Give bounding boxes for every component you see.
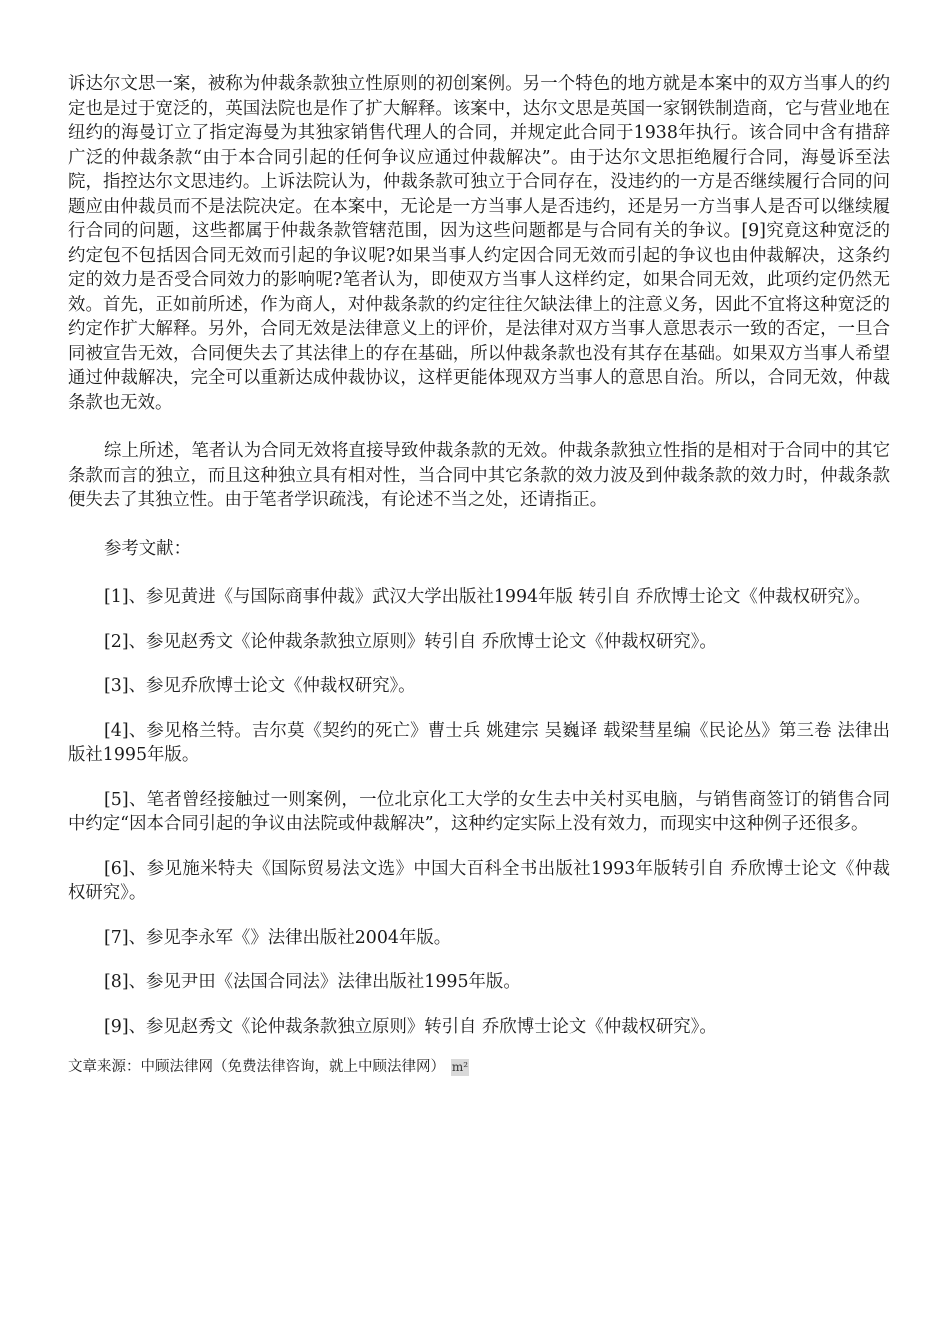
- reference-list: [68, 585, 890, 1039]
- body-paragraph-2: 综上所述，笔者认为合同无效将直接导致仲裁条款的无效。仲裁条款独立性指的是相对于合同中的其它条款而言的独立，而且这种独立具有相对性，当合同中其它条款的效力波及到仲裁条款的效力时，仲裁条款便失去了其独立性。由于笔者学识疏浅，有论述不当之处，还请指正。: [68, 441, 890, 510]
- references-heading: 参考文献：: [104, 538, 191, 559]
- reference-item-8: [8]、参见尹田《法国合同法》法律出版社1995年版。: [104, 972, 521, 992]
- article-source: [68, 1057, 890, 1077]
- reference-item-7: [7]、参见李永军《》法律出版社2004年版。: [104, 927, 452, 948]
- square-mark-icon: m²: [451, 1059, 469, 1074]
- reference-item-5: [5]、笔者曾经接触过一则案例，一位北京化工大学的女生去中关村买电脑，与销售商签订的销售合同中约定“因本合同引起的争议由法院或仲裁解决”，这种约定实际上没有效力，而现实中这种例子还很多。: [68, 789, 890, 834]
- reference-item-1: [1]、参见黄进《与国际商事仲裁》武汉大学出版社1994年版 转引自 乔欣博士论文《仲裁权研究》。: [104, 587, 871, 607]
- body-paragraph-1: 诉达尔文思一案，被称为仲裁条款独立性原则的初创案例。另一个特色的地方就是本案中的双方当事人的约定也是过于宽泛的，英国法院也是作了扩大解释。该案中，达尔文思是英国一家钢铁制造商，它与营业地在纽约的海曼订立了指定海曼为其独家销售代理人的合同，并规定此合同于1938年执行。该合同中含有措辞广泛的仲裁条款“由于本合同引起的任何争议应通过仲裁解决”。由于达尔文思拒绝履行合同，海曼诉至法院，指控达尔文思违约。上诉法院认为，仲裁条款可独立于合同存在，没违约的一方是否继续履行合同的问题应由仲裁员而不是法院决定。在本案中，无论是一方当事人是否违约，还是另一方当事人是否可以继续履行合同的问题，这些都属于仲裁条款管辖范围，因为这些问题都是与合同有关的争议。[9]究竟这种宽泛的约定包不包括因合同无效而引起的争议呢?如果当事人约定因合同无效而引起的争议也由仲裁解决，这条约定的效力是否受合同效力的影响呢?笔者认为，即使双方当事人这样约定，如果合同无效，此项约定仍然无效。首先，正如前所述，作为商人，对仲裁条款的约定往往欠缺法律上的注意义务，因此不宜将这种宽泛的约定作扩大解释。另外，合同无效是法律意义上的评价，是法律对双方当事人意思表示一致的否定，一旦合同被宣告无效，合同便失去了其法律上的存在基础，所以仲裁条款也没有其存在基础。如果双方当事人希望通过仲裁解决，完全可以重新达成仲裁协议，这样更能体现双方当事人的意思自治。所以，合同无效，仲裁条款也无效。: [68, 74, 890, 413]
- reference-item-6: [6]、参见施米特夫《国际贸易法文选》中国大百科全书出版社1993年版转引自 乔欣博士论文《仲裁权研究》。: [68, 858, 890, 903]
- reference-item-9: [9]、参见赵秀文《论仲裁条款独立原则》转引自 乔欣博士论文《仲裁权研究》。: [104, 1016, 717, 1037]
- reference-item-2: [2]、参见赵秀文《论仲裁条款独立原则》转引自 乔欣博士论文《仲裁权研究》。: [104, 631, 717, 652]
- reference-item-4: [4]、参见格兰特。吉尔莫《契约的死亡》曹士兵 姚建宗 吴巍译 载梁彗星编《民论丛》第三卷 法律出版社1995年版。: [68, 720, 890, 765]
- reference-item-3: [3]、参见乔欣博士论文《仲裁权研究》。: [104, 676, 416, 696]
- document-page: [68, 72, 890, 1077]
- article-source-text: 文章来源：中顾法律网（免费法律咨询，就上中顾法律网）: [68, 1059, 445, 1075]
